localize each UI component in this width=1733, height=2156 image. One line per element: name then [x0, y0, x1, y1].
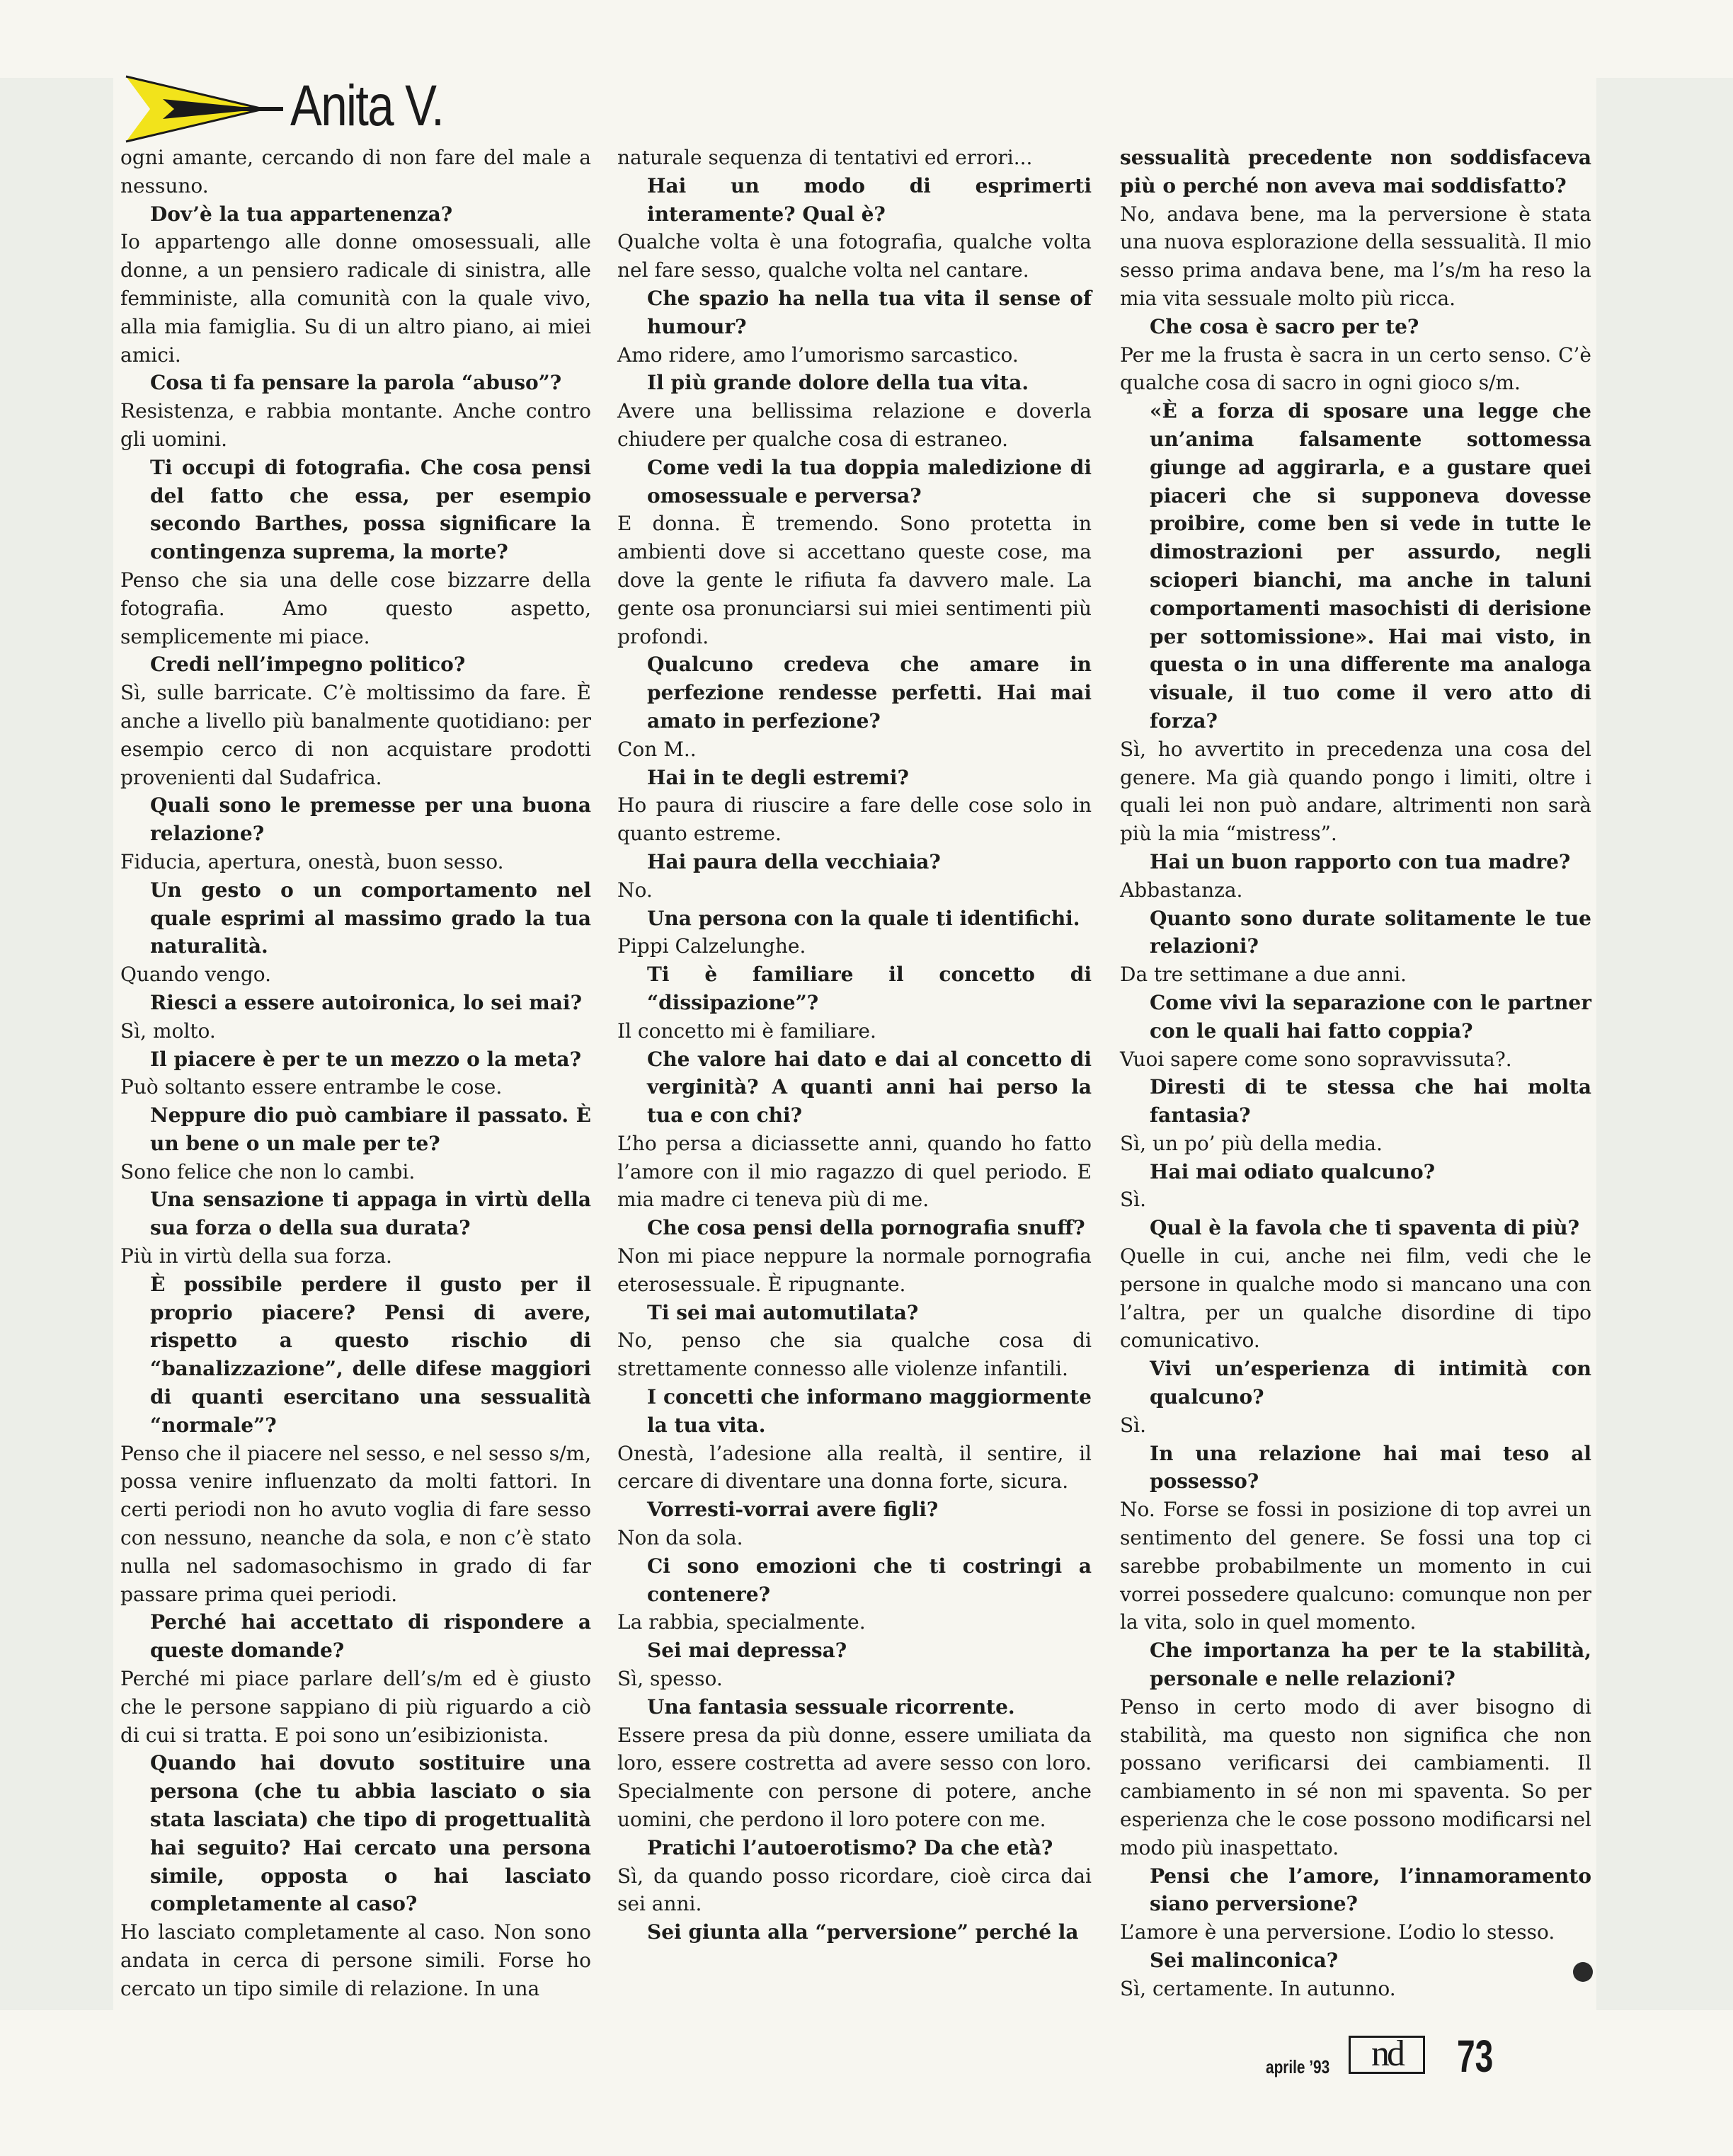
interview-question: Qual è la favola che ti spaventa di più?: [1150, 1216, 1580, 1240]
interview-answer: Il concetto mi è familiare.: [617, 1019, 876, 1043]
interview-question: Quali sono le premesse per una buona relazione?: [150, 793, 591, 846]
interview-question: Dov’è la tua appartenenza?: [150, 202, 453, 226]
interview-question: Che valore hai dato e dai al concetto di verginità? A quanti anni hai perso la tua e con chi?: [647, 1047, 1092, 1128]
article-column-2: [617, 144, 1092, 1946]
interview-question: sessualità precedente non soddisfaceva più o perché non aveva mai soddisfatto?: [1120, 146, 1591, 197]
interview-question: Una sensazione ti appaga in virtù della sua forza o della sua durata?: [150, 1188, 591, 1240]
interview-question: Un gesto o un comportamento nel quale esprimi al massimo grado la tua naturalità.: [150, 878, 591, 958]
end-of-article-bullet-icon: [1573, 1962, 1593, 1982]
interview-question: Quanto sono durate solitamente le tue relazioni?: [1150, 906, 1591, 958]
interview-answer: ogni amante, cercando di non fare del male a nessuno.: [120, 146, 591, 197]
interview-question: Che importanza ha per te la stabilità, personale e nelle relazioni?: [1150, 1639, 1591, 1691]
interview-answer: Ho paura di riuscire a fare delle cose solo in quanto estreme.: [617, 793, 1092, 846]
article-column-3: [1120, 144, 1591, 2003]
interview-question: Come vedi la tua doppia maledizione di omosessuale e perversa?: [647, 455, 1092, 508]
interview-question: Ti occupi di fotografia. Che cosa pensi del fatto che essa, per esempio secondo Barthes, possa significare la contingenza suprema, la morte?: [150, 455, 591, 564]
interview-answer: Sì, un po’ più della media.: [1120, 1131, 1383, 1155]
interview-answer: Quelle in cui, anche nei film, vedi che le persone in qualche modo si mancano una con l’altra, per un qualche disordine di tipo comunicativo.: [1120, 1244, 1591, 1353]
interview-answer: L’ho persa a diciassette anni, quando ho fatto l’amore con il mio ragazzo di quel periodo. E mia madre ci teneva più di me.: [617, 1131, 1092, 1212]
interview-question: Sei mai depressa?: [647, 1639, 847, 1663]
interview-answer: Onestà, l’adesione alla realtà, il sentire, il cercare di diventare una donna forte, sicura.: [617, 1441, 1092, 1493]
article-title: Anita V.: [290, 74, 444, 138]
interview-question: Perché hai accettato di rispondere a queste domande?: [150, 1610, 591, 1663]
interview-question: Pensi che l’amore, l’innamoramento siano perversione?: [1150, 1864, 1591, 1916]
interview-question: Neppure dio può cambiare il passato. È un bene o un male per te?: [150, 1103, 591, 1155]
issue-date: aprile ’93: [1266, 2056, 1330, 2077]
interview-question: Ti sei mai automutilata?: [647, 1300, 919, 1324]
interview-answer: Resistenza, e rabbia montante. Anche contro gli uomini.: [120, 399, 591, 451]
interview-question: Che cosa è sacro per te?: [1150, 314, 1419, 338]
interview-answer: Più in virtù della sua forza.: [120, 1244, 392, 1268]
interview-answer: Sì.: [1120, 1413, 1147, 1437]
interview-answer: L’amore è una perversione. L’odio lo stesso.: [1120, 1920, 1555, 1944]
interview-question: Pratichi l’autoerotismo? Da che età?: [647, 1835, 1053, 1859]
interview-answer: Io appartengo alle donne omosessuali, alle donne, a un pensiero radicale di sinistra, alle femministe, alla comunità con la quale vivo, alla mia famiglia. Su di un altro piano, ai miei amici.: [120, 230, 591, 367]
interview-question: Ti è familiare il concetto di “dissipazione”?: [647, 963, 1092, 1014]
interview-question: Il piacere è per te un mezzo o la meta?: [150, 1047, 581, 1071]
interview-question: Vivi un’esperienza di intimità con qualcuno?: [1150, 1357, 1591, 1409]
interview-question: In una relazione hai mai teso al possesso?: [1150, 1441, 1591, 1493]
interview-answer: Con M..: [617, 737, 697, 761]
interview-answer: Sì, ho avvertito in precedenza una cosa del genere. Ma già quando pongo i limiti, oltre i quali lei non può andare, altrimenti non sarà più la mia “mistress”.: [1120, 737, 1591, 846]
interview-answer: Sì, molto.: [120, 1019, 216, 1043]
interview-question: Hai paura della vecchiaia?: [647, 849, 941, 873]
interview-answer: Da tre settimane a due anni.: [1120, 963, 1407, 987]
interview-question: Hai un modo di esprimerti interamente? Qual è?: [647, 173, 1092, 226]
arrow-right-icon: [122, 71, 285, 147]
interview-answer: Essere presa da più donne, essere umiliata da loro, essere costretta ad avere sesso con loro. Specialmente con persone di potere, anche uomini, che perdono il loro potere con me.: [617, 1723, 1092, 1832]
interview-question: Il più grande dolore della tua vita.: [647, 371, 1029, 395]
interview-answer: Può soltanto essere entrambe le cose.: [120, 1075, 503, 1099]
interview-answer: Non da sola.: [617, 1526, 743, 1550]
interview-question: Hai in te degli estremi?: [647, 765, 909, 789]
interview-answer: Pippi Calzelunghe.: [617, 934, 806, 958]
interview-question: Hai mai odiato qualcuno?: [1150, 1159, 1436, 1183]
interview-question: Che spazio ha nella tua vita il sense of humour?: [647, 286, 1092, 338]
interview-answer: Qualche volta è una fotografia, qualche volta nel fare sesso, qualche volta nel cantare.: [617, 230, 1092, 282]
interview-question: Hai un buon rapporto con tua madre?: [1150, 849, 1571, 873]
interview-answer: Ho lasciato completamente al caso. Non sono andata in cerca di persone simili. Forse ho cercato un tipo simile di relazione. In una: [120, 1920, 591, 2000]
interview-answer: Penso che il piacere nel sesso, e nel sesso s/m, possa venire influenzato da molti fattori. In certi periodi non ho avuto voglia di fare sesso con nessuno, neanche da sola, e non c’è stato nulla nel sadomasochismo in grado di far passare prima quei periodi.: [120, 1441, 591, 1606]
interview-answer: Avere una bellissima relazione e doverla chiudere per qualche cosa di estraneo.: [617, 399, 1092, 451]
interview-question: «È a forza di sposare una legge che un’anima falsamente sottomessa giunge ad aggirarla, e a gustare quei piaceri che si supponeva dovesse proibire, come ben si vede in tutte le dimostrazioni per assurdo, negli scioperi bianchi, ma anche in taluni comportamenti masochisti di derisione per sottomissione». Hai mai visto, in questa o in una differente ma analoga visuale, il tuo come il vero atto di forza?: [1150, 399, 1591, 733]
interview-answer: Sì.: [1120, 1188, 1147, 1212]
interview-question: Cosa ti fa pensare la parola “abuso”?: [150, 371, 562, 395]
interview-answer: Sì, da quando posso ricordare, cioè circa dai sei anni.: [617, 1864, 1092, 1916]
interview-answer: Non mi piace neppure la normale pornografia eterosessuale. È ripugnante.: [617, 1244, 1092, 1296]
interview-question: Sei malinconica?: [1150, 1949, 1339, 1972]
interview-answer: Amo ridere, amo l’umorismo sarcastico.: [617, 343, 1019, 367]
interview-question: Diresti di te stessa che hai molta fantasia?: [1150, 1075, 1591, 1128]
interview-answer: Quando vengo.: [120, 963, 272, 987]
interview-answer: Abbastanza.: [1120, 878, 1243, 902]
interview-answer: No, penso che sia qualche cosa di strettamente connesso alle violenze infantili.: [617, 1329, 1092, 1381]
interview-question: Quando hai dovuto sostituire una persona (che tu abbia lasciato o sia stata lasciata) che tipo di progettualità hai seguito? Hai cercato una persona simile, opposta o hai lasciato completamente al caso?: [150, 1751, 591, 1916]
article-column-1: [120, 144, 591, 2003]
interview-question: Una persona con la quale ti identifichi.: [647, 906, 1080, 930]
interview-answer: Vuoi sapere come sono sopravvissuta?.: [1120, 1047, 1512, 1071]
background-panel-right: [1596, 78, 1733, 2010]
interview-question: Sei giunta alla “perversione” perché la: [647, 1920, 1079, 1944]
interview-answer: La rabbia, specialmente.: [617, 1610, 866, 1634]
interview-question: È possibile perdere il gusto per il proprio piacere? Pensi di avere, rispetto a questo rischio di “banalizzazione”, delle difese maggiori di quanti esercitano una sessualità “normale”?: [150, 1272, 591, 1437]
interview-answer: E donna. È tremendo. Sono protetta in ambienti dove si accettano queste cose, ma dove la gente le rifiuta fa davvero male. La gente osa pronunciarsi sui miei sentimenti più profondi.: [617, 512, 1092, 648]
interview-answer: Fiducia, apertura, onestà, buon sesso.: [120, 849, 504, 873]
interview-answer: Sono felice che non lo cambi.: [120, 1159, 416, 1183]
page-number: 73: [1457, 2031, 1494, 2082]
interview-question: I concetti che informano maggiormente la tua vita.: [647, 1385, 1092, 1437]
interview-answer: Sì, spesso.: [617, 1667, 723, 1691]
interview-answer: No. Forse se fossi in posizione di top avrei un sentimento del genere. Se fossi una top ci sarebbe probabilmente un momento in cui vorrei possedere qualcuno: comunque non per la vita, solo in quel momento.: [1120, 1498, 1591, 1634]
interview-answer: Sì, certamente. In autunno.: [1120, 1976, 1396, 2000]
interview-answer: No, andava bene, ma la perversione è stata una nuova esplorazione della sessualità. Il mio sesso prima andava bene, ma l’s/m ha reso la mia vita sessuale molto più ricca.: [1120, 202, 1591, 310]
interview-answer: Perché mi piace parlare dell’s/m ed è giusto che le persone sappiano di più riguardo a ciò di cui si tratta. E poi sono un’esibizionista.: [120, 1667, 591, 1747]
interview-question: Riesci a essere autoironica, lo sei mai?: [150, 990, 582, 1014]
interview-question: Una fantasia sessuale ricorrente.: [647, 1695, 1015, 1719]
interview-answer: Penso che sia una delle cose bizzarre della fotografia. Amo questo aspetto, semplicemente mi piace.: [120, 568, 591, 648]
background-panel-left: [0, 78, 113, 2010]
interview-answer: Penso in certo modo di aver bisogno di stabilità, ma questo non significa che non possano verificarsi dei cambiamenti. Il cambiamento in sé non mi spaventa. So per esperienza che le cose possono modificarsi nel modo più inaspettato.: [1120, 1695, 1591, 1859]
interview-question: Come vivi la separazione con le partner con le quali hai fatto coppia?: [1150, 990, 1591, 1043]
interview-answer: Per me la frusta è sacra in un certo senso. C’è qualche cosa di sacro in ogni gioco s/m.: [1120, 343, 1591, 395]
interview-answer: naturale sequenza di tentativi ed errori...: [617, 146, 1033, 169]
interview-question: Credi nell’impegno politico?: [150, 653, 466, 677]
magazine-logo: nd: [1349, 2036, 1425, 2074]
interview-answer: Sì, sulle barricate. C’è moltissimo da fare. È anche a livello più banalmente quotidiano: per esempio cerco di non acquistare prodotti provenienti dal Sudafrica.: [120, 681, 591, 789]
interview-answer: No.: [617, 878, 653, 902]
interview-question: Qualcuno credeva che amare in perfezione rendesse perfetti. Hai mai amato in perfezione?: [647, 653, 1092, 733]
interview-question: Vorresti-vorrai avere figli?: [647, 1498, 939, 1522]
interview-question: Ci sono emozioni che ti costringi a contenere?: [647, 1554, 1092, 1606]
interview-question: Che cosa pensi della pornografia snuff?: [647, 1216, 1085, 1240]
